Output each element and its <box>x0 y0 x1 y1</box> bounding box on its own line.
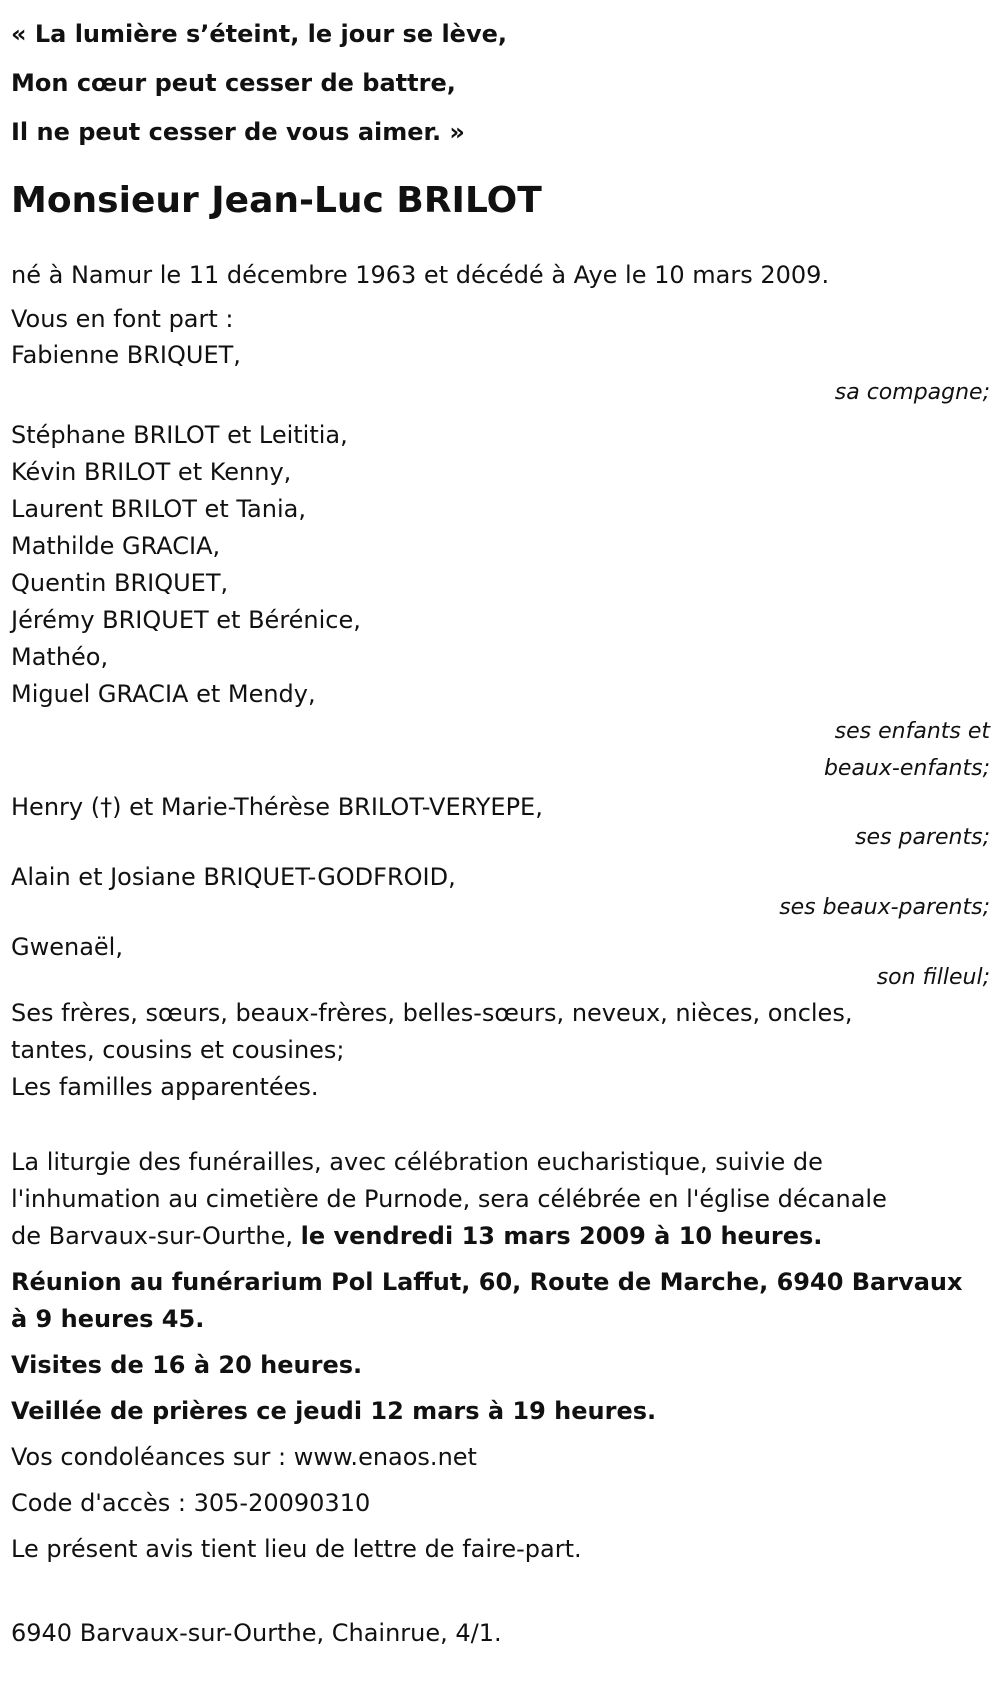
list-item: Kévin BRILOT et Kenny, <box>11 458 292 486</box>
address-line: 6940 Barvaux-sur-Ourthe, Chainrue, 4/1. <box>11 1619 502 1647</box>
extended-family-line-1: Ses frères, sœurs, beaux-frères, belles-sœurs, neveux, nièces, oncles, <box>11 999 853 1027</box>
notice-line: Le présent avis tient lieu de lettre de faire-part. <box>11 1535 582 1563</box>
quote-block <box>11 10 990 157</box>
in-laws-names: Alain et Josiane BRIQUET-GODFROID, <box>11 863 456 891</box>
announcement-block <box>11 301 990 1106</box>
partner-role: sa compagne; <box>834 380 990 405</box>
parents-names: Henry (†) et Marie-Thérèse BRILOT-VERYEPE, <box>11 793 543 821</box>
parents-role: ses parents; <box>855 825 990 850</box>
quote-line-3: Il ne peut cesser de vous aimer. » <box>11 118 465 146</box>
partner-name: Fabienne BRIQUET, <box>11 341 241 369</box>
list-item: Jérémy BRIQUET et Bérénice, <box>11 606 361 634</box>
extended-family-line-2: tantes, cousins et cousines; <box>11 1036 345 1064</box>
quote-line-1: « La lumière s’éteint, le jour se lève, <box>11 20 507 48</box>
meeting-line-2: à 9 heures 45. <box>11 1305 205 1333</box>
liturgy-line-1: La liturgie des funérailles, avec célébration eucharistique, suivie de <box>11 1148 823 1176</box>
meeting-line-1: Réunion au funérarium Pol Laffut, 60, Route de Marche, 6940 Barvaux <box>11 1268 963 1296</box>
ceremony-block <box>11 1144 990 1430</box>
list-item: Quentin BRIQUET, <box>11 569 229 597</box>
list-item: Stéphane BRILOT et Leititia, <box>11 421 348 449</box>
quote-line-2: Mon cœur peut cesser de battre, <box>11 69 456 97</box>
list-item: Miguel GRACIA et Mendy, <box>11 680 316 708</box>
godson-name: Gwenaël, <box>11 933 123 961</box>
liturgy-date: le vendredi 13 mars 2009 à 10 heures. <box>300 1222 823 1250</box>
liturgy-line-2: l'inhumation au cimetière de Purnode, sera célébrée en l'église décanale <box>11 1185 887 1213</box>
list-item: Mathilde GRACIA, <box>11 532 221 560</box>
in-laws-role: ses beaux-parents; <box>779 895 990 920</box>
footer-block <box>11 1439 990 1652</box>
children-role-line-1: ses enfants et <box>834 719 990 744</box>
list-item: Laurent BRILOT et Tania, <box>11 495 306 523</box>
vigil-line: Veillée de prières ce jeudi 12 mars à 19 heures. <box>11 1397 657 1425</box>
children-list <box>11 417 990 713</box>
liturgy-line-3 <box>11 1218 990 1255</box>
access-code-line: Code d'accès : 305-20090310 <box>11 1489 371 1517</box>
visits-line: Visites de 16 à 20 heures. <box>11 1351 363 1379</box>
condolences-line: Vos condoléances sur : www.enaos.net <box>11 1443 477 1471</box>
list-item: Mathéo, <box>11 643 109 671</box>
related-families: Les familles apparentées. <box>11 1073 319 1101</box>
godson-role: son filleul; <box>876 965 990 990</box>
children-role-line-2: beaux-enfants; <box>823 756 990 781</box>
announcement-intro: Vous en font part : <box>11 305 234 333</box>
birth-death-line: né à Namur le 11 décembre 1963 et décédé à Aye le 10 mars 2009. <box>11 261 830 289</box>
liturgy-line-3-prefix: de Barvaux-sur-Ourthe, <box>11 1222 301 1250</box>
deceased-name: Monsieur Jean-Luc BRILOT <box>11 180 542 221</box>
